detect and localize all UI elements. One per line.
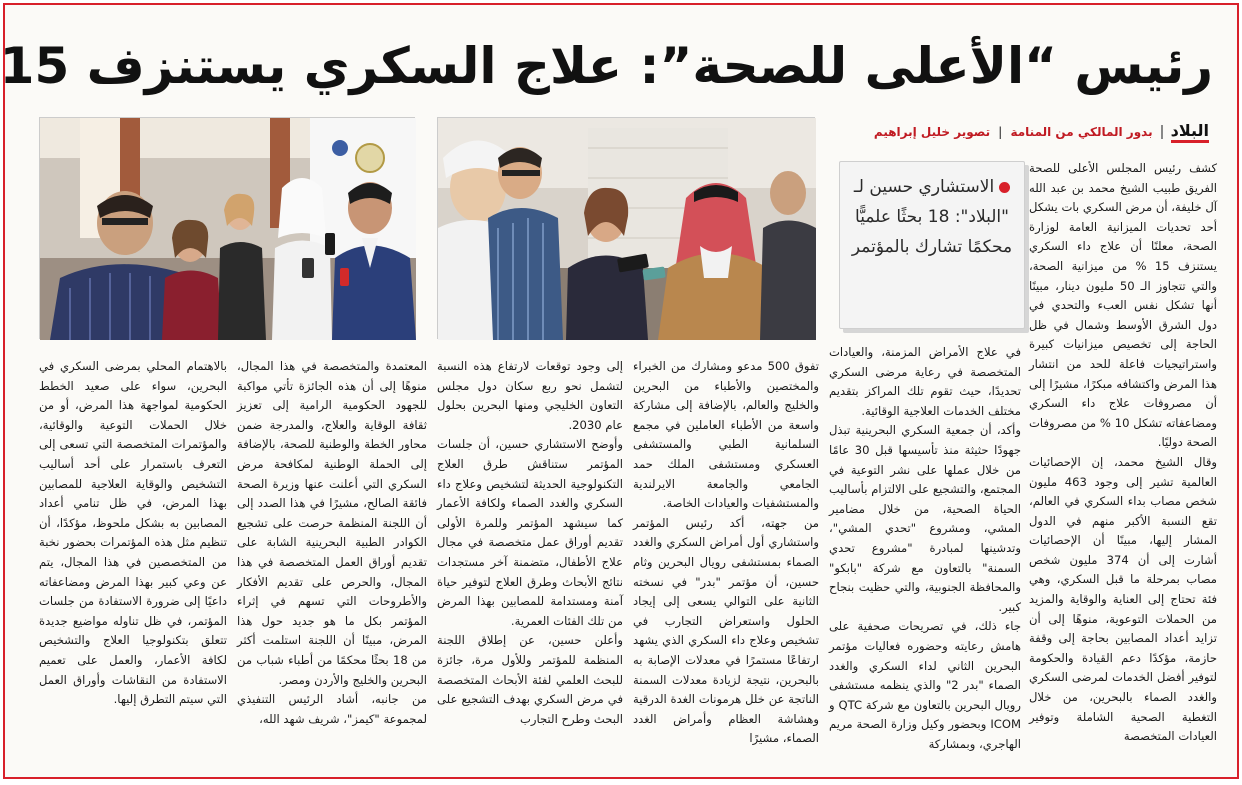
pull-quote-box [839,161,1025,329]
byline-pipe: | [998,125,1003,139]
column-2-paragraph-2: وأكد، أن جمعية السكري البحرينية تبذل جهودًا حثيثة منذ تأسيسها قبل 30 عامًا من خلال عملها على نشر التوعية في المجتمع، والتشجيع على الالتزام بأساليب الحياة الصحية، من خلال مضامير المشي، ومشروع "تحدي المشي"، وتدشينها لمبادرة "مشروع تحدي السمنة" بالتعاون مع شركة "بابكو" والمحافظة الجنوبية، والتي حظيت بنجاح كبير. [829,423,1021,614]
column-2-paragraph-3: جاء ذلك، في تصريحات صحفية على هامش رعايته وحضوره فعاليات مؤتمر البحرين الثاني لداء السكري والغدد الصماء "بدر 2" والذي ينظمه مستشفى رويال البحرين بالتعاون مع شركة QTC و ICOM وبحضور وكيل وزارة الصحة مريم الهاجري، وبمشاركة [829,619,1022,751]
column-4-paragraph-1: إلى وجود توقعات لارتفاع هذه النسبة لتشمل نحو ربع سكان دول مجلس التعاون الخليجي ومنها البحرين بحلول عام 2030. [437,359,623,432]
column-5-paragraph-2: من جانبه، أشاد الرئيس التنفيذي لمجموعة "كيمز"، شريف شهد الله، [237,692,427,726]
byline [874,119,1209,145]
author-credit: بدور المالكي من المنامة [1010,125,1153,139]
article-column-4 [437,357,623,755]
red-bullet-icon [999,182,1010,193]
column-3-paragraph-1: تفوق 500 مدعو ومشارك من الخبراء والمختصين والأطباء من البحرين والخليج والعالم، بالإضافة إلى مشاركة واسعة من الأطباء العاملين في مجمع السلمانية الطبي والمستشفى العسكري ومستشفى الملك حمد الجامعي والجامعة الايرلندية والمستشفيات والعيادات الخاصة. [633,359,820,511]
column-2-paragraph-1: في علاج الأمراض المزمنة، والعيادات المتخصصة في رعاية مرضى السكري تحديدًا، حيث تقوم تلك المراكز بتقديم مختلف الخدمات العلاجية الوقائية. [829,345,1021,418]
newspaper-page [0,3,1239,779]
newspaper-logo: البلاد [1171,122,1209,143]
photo-credit: تصوير خليل إبراهيم [873,125,991,139]
column-5-paragraph-1: المعتمدة والمتخصصة في هذا المجال، منوهًا إلى أن هذه الجائزة تأتي مواكبة للجهود الحكومية الرامية إلى تعزيز ثقافة الوقاية والعلاج، والمدرجة ضمن محاور الخطة والوطنية للصحة، بالإضافة إلى الحملة الوطنية لمكافحة مرض السكري التي أعلنت عنها وزيرة الصحة فائقة الصالح، مشيرًا في هذا الصدد إلى أن اللجنة المنظمة حرصت على تشجيع الكوادر الطبية البحرينية الشابة على تقديم أوراق العمل المتخصصة في هذا المجال، والحرص على تقديم الأفكار والأطروحات التي تسهم في إثراء المؤتمر بكل ما هو جديد حول هذا المرض، مبينًا أن اللجنة استلمت أكثر من 18 بحثًا محكمًا من أطباء شباب من البحرين والخليج والأردن ومصر. [237,359,427,687]
column-4-paragraph-3: وأعلن حسين، عن إطلاق اللجنة المنظمة للمؤتمر وللأول مرة، جائزة للبحث العلمي لفئة الأبحاث المتخصصة في مرض السكري بهدف التشجيع على البحث وطرح التجارب [437,633,623,726]
article-column-3 [633,357,819,755]
article-column-6 [39,357,227,755]
conference-photo-interview [437,117,815,339]
column-6-paragraph-1: بالاهتمام المحلي بمرضى السكري في البحرين، سواء على صعيد الخطط الحكومية لمواجهة هذا المرض، أو من خلال الحملات التوعية والوقائية، والمؤتمرات المتخصصة التي تسعى إلى التعرف باستمرار على أحد أساليب التشخيص والوقاية العلاجية للمصابين بهذا المرض، في ظل تنامي أعداد المصابين به بشكل ملحوظ، مؤكدًا، أن تنظيم مثل هذه المؤتمرات بحضور نخبة من المتخصصين في هذا المجال، يتم عن وعي كبير بهذا المرض ومضاعفاته داعيًا إلى ضرورة الاستفادة من جلسات المؤتمر، في ظل تناوله مواضيع جديدة تتعلق بتكنولوجيا العلاج والتشخيص لكافة الأعمار، والعمل على تعميم الاستفادة من النقاشات وأوراق العمل التي سيتم التطرق إليها. [39,359,227,707]
column-3-paragraph-2: من جهته، أكد رئيس المؤتمر واستشاري أول أمراض السكري والغدد الصماء بمستشفى رويال البحرين وثام حسين، أن مؤتمر "بدر" في نسخته الثانية على التوالي يسعى إلى إيجاد الحلول واستعراض التجارب في تشخيص وعلاج داء السكري الذي يشهد ارتفاعًا مستمرًا في معدلات الإصابة به بالبحرين، نتيجة لزيادة معدلات السمنة الناتجة عن خلل هرمونات الغدة الدرقية وهشاشة العظام وأمراض الغدد الصماء، مشيرًا [633,515,819,746]
byline-divider [1161,125,1163,139]
article-headline: رئيس “الأعلى للصحة”: علاج السكري يستنزف 15 [0,37,1213,95]
photo-interview-illustration [438,118,816,340]
pull-quote-text: الاستشاري حسين لـ "البلاد": 18 بحثًا علميًّا محكمًا تشارك بالمؤتمر [851,177,1013,257]
article-column-2 [829,343,1021,755]
column-4-paragraph-2: وأوضح الاستشاري حسين، أن جلسات المؤتمر ستناقش طرق العلاج التكنولوجية الحديثة لتشخيص وعلاج داء السكري والغدد الصماء ولكافة الأعمار كما سيشهد المؤتمر وللمرة الأولى تقديم أوراق عمل متخصصة في مجال علاج الأطفال، متضمنة آخر مستجدات نتائج الأبحاث وطرق العلاج لتوفير حياة آمنة ومستدامة للمصابين بهذا المرض من تلك الفئات العمرية. [437,437,623,628]
column-1-paragraph-1: كشف رئيس المجلس الأعلى للصحة الفريق طبيب الشيخ محمد بن عبد الله آل خليفة، أن مرض السكري بات يشكل أحد تحديات الميزانية العامة لوزارة الصحة، معلنًا أن علاج داء السكري يستنزف 15 % من ميزانية الصحة، والتي تتجاوز الـ 50 مليون دينار، مبينًا أنها تشكل نفس العبء والتحدي في دول الشرق الأوسط وشمال في ظل الحاجة إلى تخصيص ميزانيات كبيرة واستراتيجيات فاعلة للحد من انتشار هذا المرض واكتشافه مبكرًا، مشيرًا إلى أن مصروفات علاج داء السكري ومضاعفاته تشكل 10 % من مصروفات الصحة دوليًا. [1029,161,1218,450]
conference-photo-press [39,117,415,339]
article-column-5 [237,357,427,755]
article-column-1 [1029,159,1217,755]
column-1-paragraph-2: وقال الشيخ محمد، إن الإحصائيات العالمية تشير إلى وجود 463 مليون شخص مصاب بداء السكري في العالم، تقع النسبة الأكبر منهم في الدول المشار إليها، مبينًا أن الإحصائيات أشارت إلى أن 374 مليون شخص مصاب بمرحلة ما قبل السكري، وهي فئة تحتاج إلى العناية والوقاية والمزيد من الحملات التوعوية، منوهًا إلى أن تزايد أعداد المصابين بحاجة إلى وقفة حازمة، مؤكدًا دعم القيادة والحكومة لتوفير أفضل الخدمات لمرضى السكري والغدد الصماء بالبحرين، من خلال التغطية الصحية الشاملة وتوفير العيادات المتخصصة [1029,454,1217,744]
photo-press-illustration [40,118,416,340]
